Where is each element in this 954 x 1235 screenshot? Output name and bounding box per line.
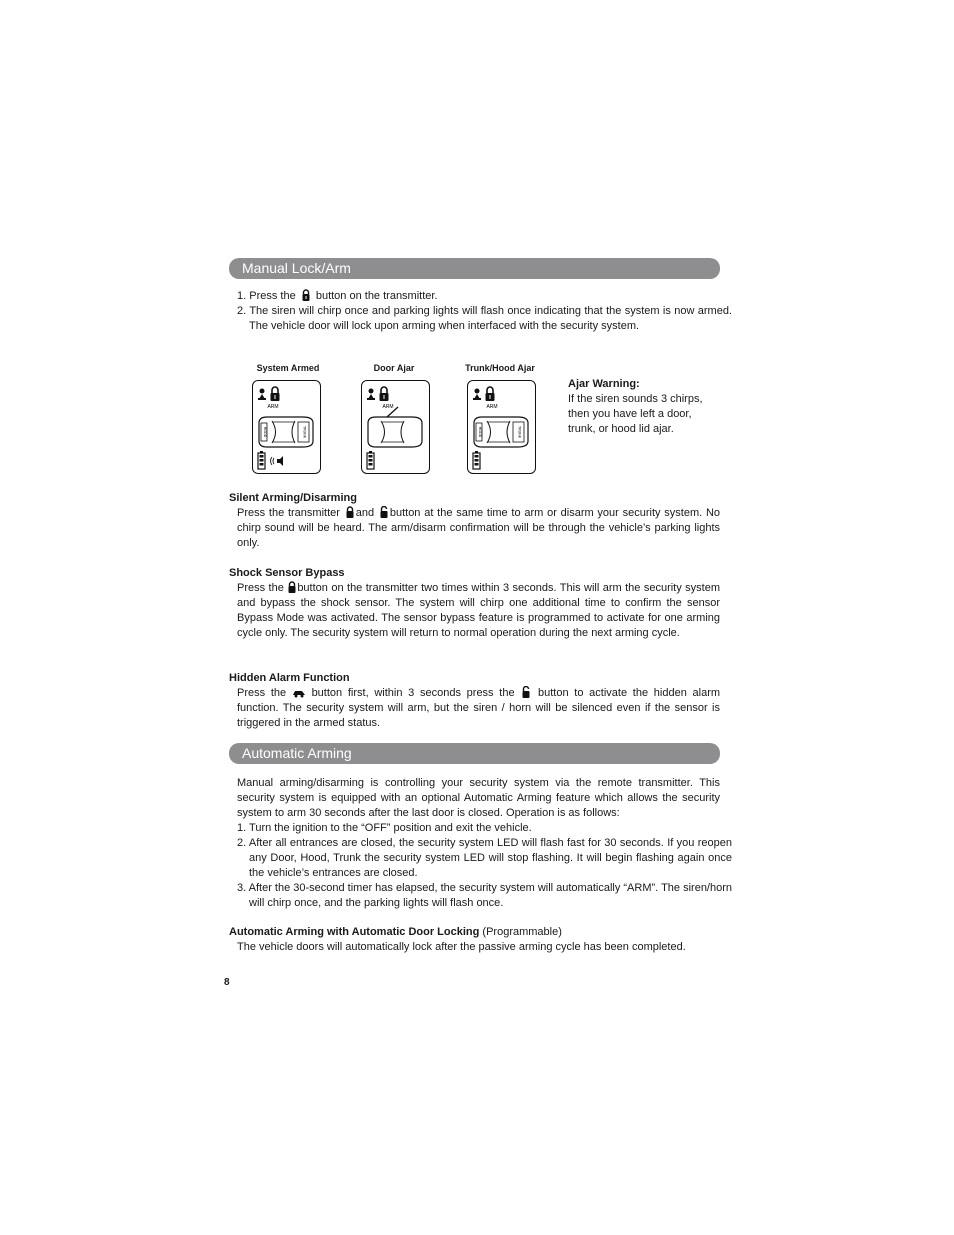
figure-label-system-armed: System Armed [256, 363, 320, 373]
manual-step-1 [237, 289, 720, 304]
ajar-warning-body: If the siren sounds 3 chirps, then you have left a door, trunk, or hood lid ajar. [568, 393, 703, 435]
silent-arming-title: Silent Arming/Disarming [229, 492, 357, 504]
arm-label: ARM [382, 404, 394, 410]
figure-label-door-ajar: Door Ajar [373, 363, 415, 373]
battery-icon [367, 451, 374, 469]
section-title: Manual Lock/Arm [242, 260, 351, 276]
auto-step-3: 3. After the 30-second timer has elapsed, the security system will automatically “ARM”. The siren/horn will chirp once, and the parking lights will flash once. [237, 882, 733, 909]
hood-label: HOOD [478, 426, 482, 438]
hood-label: HOOD [263, 426, 267, 438]
trunk-label: TRUNK [517, 425, 522, 439]
body-text: button to activate the hidden alarm function. The security system will arm, but the siren / horn will be silenced even if the sensor is triggered in the armed status. [237, 687, 721, 729]
person-icon [473, 389, 481, 401]
auto-lock-title-suffix: (Programmable) [479, 926, 562, 938]
arm-label: ARM [267, 404, 279, 410]
auto-step-2: 2. After all entrances are closed, the security system LED will flash fast for 30 seconds. If you reopen any Door, Hood, Trunk the security system LED will stop flashing. It will begin flashing again once the vehicle’s entrances are closed. [237, 837, 732, 879]
battery-icon [258, 451, 265, 469]
auto-lock-body: The vehicle doors will automatically lock after the passive arming cycle has been completed. [237, 941, 686, 953]
lock-icon [344, 506, 356, 518]
person-icon [258, 389, 266, 401]
manual-step-2: 2. The siren will chirp once and parking lights will flash once indicating that the system is now armed. The vehicle door will lock upon arming when interfaced with the security system. [237, 305, 732, 332]
car-icon [368, 407, 422, 447]
remote-display-trunk-hood-ajar [467, 380, 536, 474]
speaker-icon [271, 456, 284, 466]
section-header-automatic-arming [229, 743, 720, 764]
unlock-icon [520, 686, 532, 698]
step-text: button on the transmitter. [315, 290, 438, 302]
body-text: Press the [237, 687, 287, 699]
body-text: button first, within 3 seconds press the [311, 687, 515, 699]
trunk-label: TRUNK [302, 425, 307, 439]
hidden-alarm-body [237, 686, 720, 731]
car-icon [259, 417, 313, 447]
auto-lock-title-bold: Automatic Arming with Automatic Door Locking [229, 926, 480, 938]
car-remote-icon [292, 688, 306, 698]
shock-sensor-body [237, 581, 720, 641]
lock-icon [299, 289, 313, 301]
auto-lock-title [229, 925, 562, 940]
page-number: 8 [224, 977, 230, 988]
step-text: 1. Press the [237, 290, 296, 302]
body-text: button at the same time to arm or disarm your security system. No chirp sound will be heard. The arm/disarm confirmation will be through the vehicle’s parking lights only. [237, 507, 721, 549]
unlock-icon [378, 506, 390, 518]
remote-display-system-armed [252, 380, 321, 474]
auto-arming-intro: Manual arming/disarming is controlling your security system via the remote transmitter. This security system is equipped with an optional Automatic Arming feature which allows the security system to arm 30 seconds after the last door is closed. Operation is as follows: [237, 777, 720, 819]
body-text: button on the transmitter two times within 3 seconds. This will arm the security system and bypass the shock sensor. The system will chirp one additional time to confirm the sensor Bypass Mode was activated. The sensor bypass feature is programmed to activate for one arming cycle only. The security system will return to normal operation during the next arming cycle. [237, 582, 721, 639]
arm-label: ARM [486, 404, 498, 410]
body-text: Press the [237, 582, 284, 594]
body-text: and [355, 507, 375, 519]
car-icon [474, 417, 528, 447]
silent-arming-body [237, 506, 720, 551]
section-header-manual-lock-arm [229, 258, 720, 279]
body-text: Press the transmitter [237, 507, 340, 519]
lock-icon [380, 387, 389, 401]
section-title: Automatic Arming [242, 745, 352, 761]
auto-step-1: 1. Turn the ignition to the “OFF” position and exit the vehicle. [237, 822, 532, 834]
ajar-warning-title: Ajar Warning: [568, 378, 640, 390]
figure-label-trunk-hood-ajar: Trunk/Hood Ajar [465, 363, 535, 373]
lock-icon [287, 581, 297, 593]
battery-icon [473, 451, 480, 469]
remote-display-door-ajar [361, 380, 430, 474]
lock-icon [271, 387, 280, 401]
lock-icon [486, 387, 495, 401]
shock-sensor-title: Shock Sensor Bypass [229, 567, 345, 579]
person-icon [367, 389, 375, 401]
hidden-alarm-title: Hidden Alarm Function [229, 672, 350, 684]
